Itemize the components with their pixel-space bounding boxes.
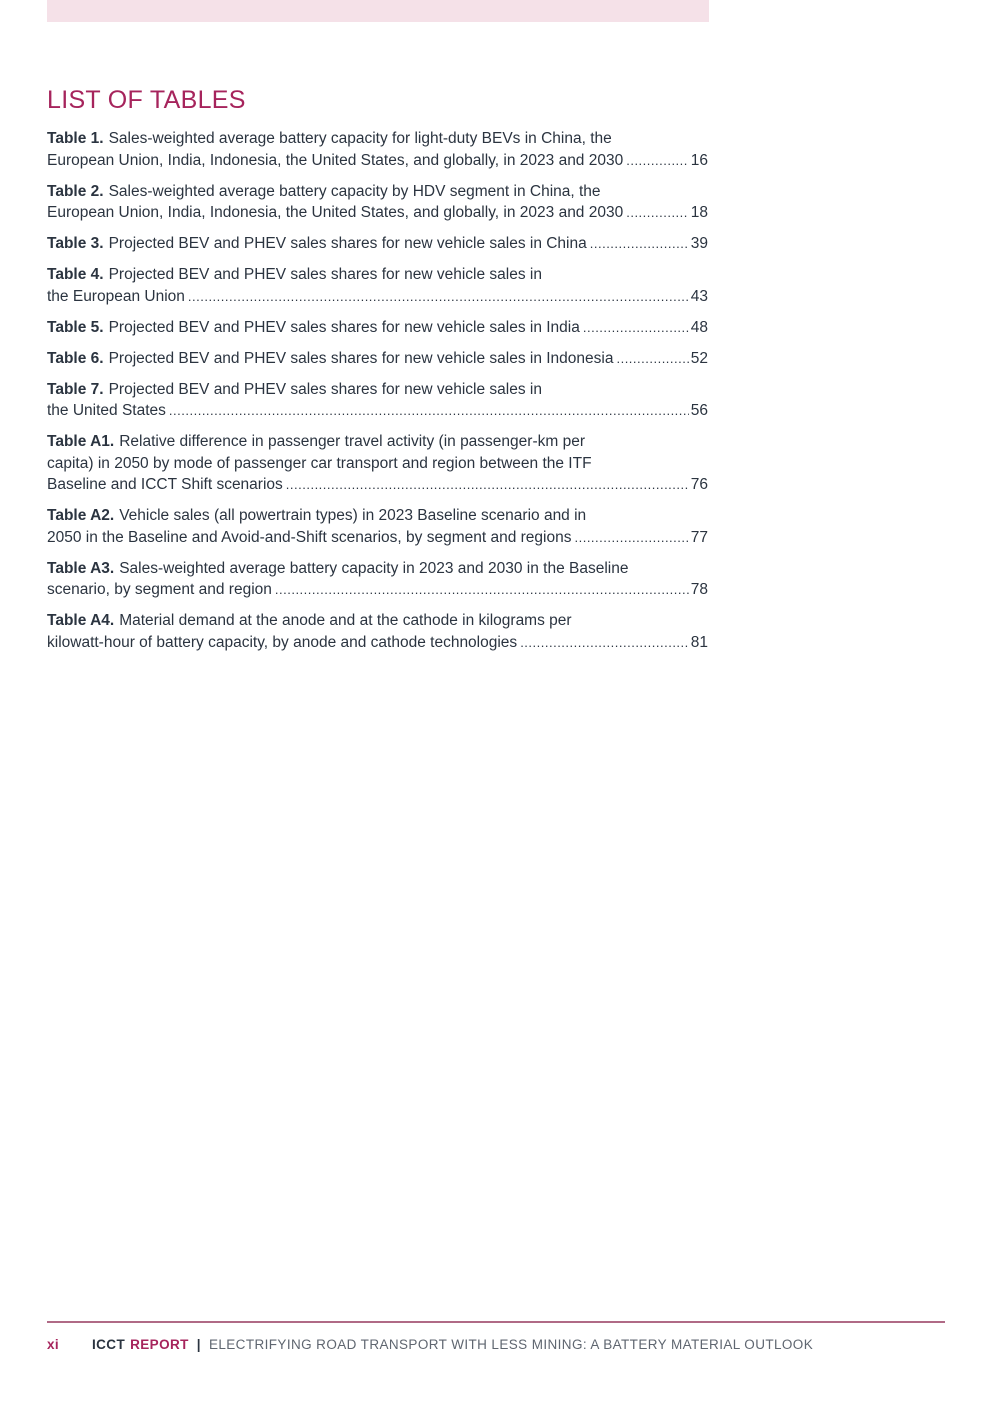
toc-entry-line bbox=[47, 264, 708, 286]
table-caption-text: Projected BEV and PHEV sales shares for new vehicle sales in India bbox=[108, 318, 580, 336]
table-caption-text: 2050 in the Baseline and Avoid-and-Shift scenarios, by segment and regions bbox=[47, 528, 572, 546]
dot-leader bbox=[275, 579, 689, 601]
toc-entry-line bbox=[47, 632, 708, 654]
toc-entry-line bbox=[47, 610, 708, 632]
toc-entry[interactable] bbox=[47, 558, 708, 601]
toc-entry-line bbox=[47, 431, 708, 453]
toc-entry-line bbox=[47, 128, 708, 150]
toc-entry-line bbox=[47, 579, 708, 601]
section-title: LIST OF TABLES bbox=[47, 86, 246, 114]
toc-entry[interactable] bbox=[47, 317, 708, 339]
toc-entry-line bbox=[47, 150, 708, 172]
table-label: Table A3. bbox=[47, 559, 115, 577]
page-reference[interactable]: 78 bbox=[690, 581, 708, 598]
footer-document-title: ELECTRIFYING ROAD TRANSPORT WITH LESS MINING: A BATTERY MATERIAL OUTLOOK bbox=[208, 1337, 814, 1352]
footer-report-label: REPORT bbox=[130, 1337, 189, 1352]
page-reference[interactable]: 77 bbox=[690, 528, 708, 546]
toc-entry-line bbox=[47, 181, 708, 203]
toc-entry-line bbox=[47, 286, 708, 308]
toc-entry[interactable] bbox=[47, 505, 708, 548]
table-label: Table 4. bbox=[47, 266, 104, 283]
table-label: Table 1. bbox=[47, 130, 104, 147]
table-caption-text: Vehicle sales (all powertrain types) in 2023 Baseline scenario and in bbox=[119, 507, 587, 524]
dot-leader bbox=[590, 233, 689, 255]
dot-leader bbox=[574, 527, 688, 549]
page-reference[interactable]: 52 bbox=[690, 349, 708, 367]
toc-entry[interactable] bbox=[47, 610, 708, 653]
page-reference[interactable]: 56 bbox=[690, 402, 708, 419]
toc-entry-line bbox=[47, 202, 708, 224]
dot-leader bbox=[626, 202, 689, 224]
table-caption-text: Sales-weighted average battery capacity by HDV segment in China, the bbox=[108, 182, 601, 200]
toc-entry-line bbox=[47, 474, 708, 496]
table-caption-text: European Union, India, Indonesia, the United States, and globally, in 2023 and 2030 bbox=[47, 204, 624, 221]
toc-entry[interactable] bbox=[47, 181, 708, 224]
table-caption-text: the United States bbox=[47, 402, 166, 419]
toc-entry[interactable] bbox=[47, 264, 708, 307]
page-reference[interactable]: 81 bbox=[690, 633, 708, 651]
footer-org: ICCT bbox=[92, 1337, 126, 1352]
table-label: Table A4. bbox=[47, 612, 115, 629]
table-caption-text: Relative difference in passenger travel activity (in passenger-km per bbox=[119, 433, 585, 450]
table-caption-text: Projected BEV and PHEV sales shares for new vehicle sales in bbox=[108, 266, 542, 283]
table-label: Table A1. bbox=[47, 433, 115, 450]
page-reference[interactable]: 16 bbox=[690, 151, 708, 169]
table-caption-text: Baseline and ICCT Shift scenarios bbox=[47, 476, 283, 493]
toc-entry-line bbox=[47, 233, 708, 255]
toc-entry-line bbox=[47, 400, 708, 422]
table-list bbox=[47, 128, 708, 663]
toc-entry-line bbox=[47, 379, 708, 401]
table-caption-text: Material demand at the anode and at the cathode in kilograms per bbox=[119, 612, 572, 629]
page-reference[interactable]: 18 bbox=[690, 204, 708, 221]
toc-entry-line bbox=[47, 505, 708, 527]
dot-leader bbox=[188, 286, 689, 308]
table-caption-text: Projected BEV and PHEV sales shares for new vehicle sales in Indonesia bbox=[108, 349, 614, 367]
footer-separator: | bbox=[196, 1337, 201, 1352]
table-caption-text: the European Union bbox=[47, 287, 185, 305]
table-caption-text: European Union, India, Indonesia, the United States, and globally, in 2023 and 2030 bbox=[47, 151, 624, 169]
table-caption-text: Sales-weighted average battery capacity in 2023 and 2030 in the Baseline bbox=[119, 559, 629, 577]
table-label: Table 7. bbox=[47, 380, 104, 398]
page-reference[interactable]: 76 bbox=[690, 476, 708, 493]
table-caption-text: scenario, by segment and region bbox=[47, 581, 272, 598]
page-number: xi bbox=[47, 1337, 60, 1352]
table-caption-text: Sales-weighted average battery capacity for light-duty BEVs in China, the bbox=[108, 130, 612, 147]
dot-leader bbox=[286, 474, 689, 496]
toc-entry-line bbox=[47, 527, 708, 549]
toc-entry-line bbox=[47, 453, 708, 475]
dot-leader bbox=[616, 348, 688, 370]
footer-divider bbox=[47, 1321, 945, 1323]
dot-leader bbox=[583, 317, 689, 339]
toc-entry-line bbox=[47, 317, 708, 339]
toc-entry-line bbox=[47, 348, 708, 370]
table-label: Table 3. bbox=[47, 235, 104, 252]
dot-leader bbox=[626, 150, 689, 172]
toc-entry[interactable] bbox=[47, 431, 708, 496]
page-footer bbox=[47, 1337, 813, 1352]
dot-leader bbox=[520, 632, 689, 654]
page-reference[interactable]: 39 bbox=[690, 235, 708, 252]
toc-entry[interactable] bbox=[47, 379, 708, 422]
table-caption-text: Projected BEV and PHEV sales shares for new vehicle sales in China bbox=[108, 235, 587, 252]
top-color-band bbox=[47, 0, 709, 22]
table-caption-text: kilowatt-hour of battery capacity, by anode and cathode technologies bbox=[47, 633, 518, 651]
toc-entry[interactable] bbox=[47, 348, 708, 370]
table-caption-text: Projected BEV and PHEV sales shares for new vehicle sales in bbox=[108, 380, 542, 398]
table-label: Table 2. bbox=[47, 182, 104, 200]
page-reference[interactable]: 43 bbox=[690, 287, 708, 305]
dot-leader bbox=[169, 400, 689, 422]
table-label: Table A2. bbox=[47, 507, 115, 524]
toc-entry[interactable] bbox=[47, 128, 708, 171]
page-reference[interactable]: 48 bbox=[690, 318, 708, 336]
table-caption-text: capita) in 2050 by mode of passenger car transport and region between the ITF bbox=[47, 454, 592, 472]
table-label: Table 5. bbox=[47, 318, 104, 336]
table-label: Table 6. bbox=[47, 349, 104, 367]
toc-entry-line bbox=[47, 558, 708, 580]
toc-entry[interactable] bbox=[47, 233, 708, 255]
